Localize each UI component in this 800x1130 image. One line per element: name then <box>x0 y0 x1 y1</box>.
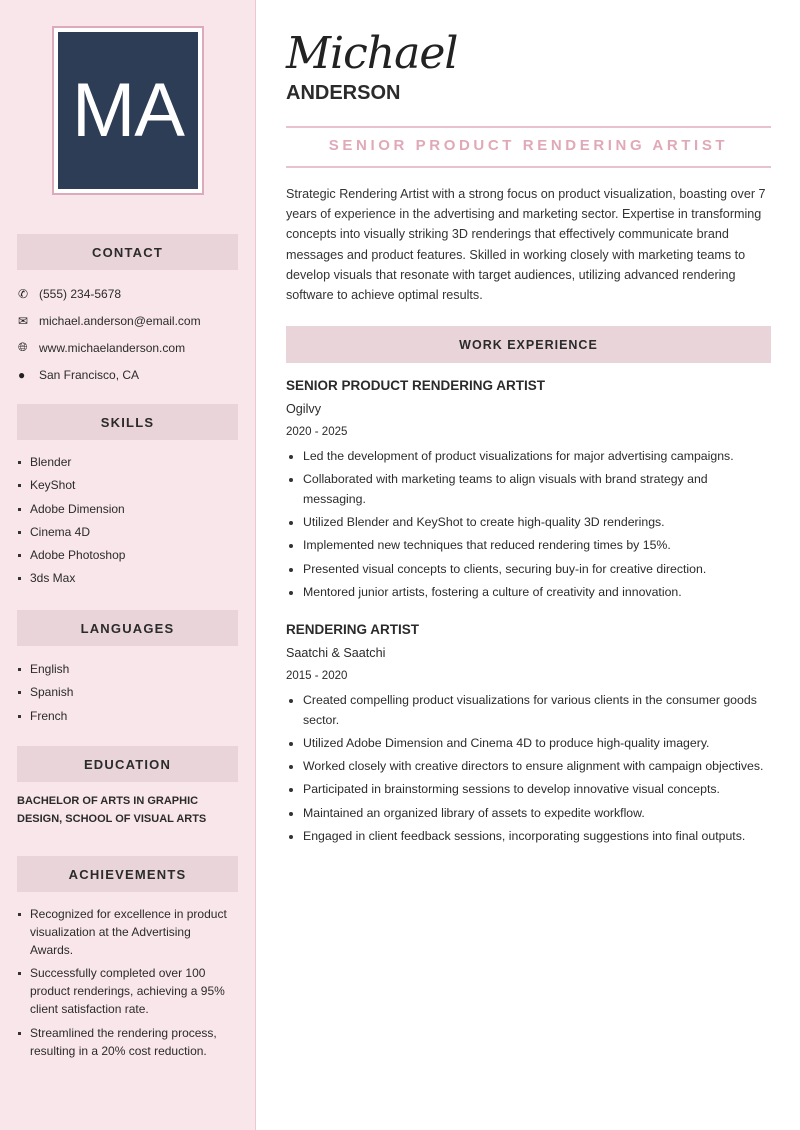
job-dates: 2015 - 2020 <box>286 670 348 682</box>
first-name: Michael <box>286 28 458 79</box>
job-bullet: Utilized Blender and KeyShot to create high-quality 3D renderings. <box>286 513 771 533</box>
contact-heading: CONTACT <box>17 234 238 270</box>
education-heading: EDUCATION <box>17 746 238 782</box>
job-entry <box>286 377 771 606</box>
languages-list <box>18 660 73 730</box>
job-bullet: Mentored junior artists, fostering a culture of creativity and innovation. <box>286 583 771 603</box>
job-bullet: Led the development of product visualizations for major advertising campaigns. <box>286 447 771 467</box>
job-position: RENDERING ARTIST <box>286 622 420 637</box>
sidebar <box>0 0 256 1130</box>
job-bullet: Implemented new techniques that reduced rendering times by 15%. <box>286 536 771 556</box>
languages-heading: LANGUAGES <box>17 610 238 646</box>
job-dates: 2020 - 2025 <box>286 426 348 438</box>
education-entry: BACHELOR OF ARTS IN GRAPHIC DESIGN, SCHOOL OF VISUAL ARTS <box>17 795 207 825</box>
work-experience-heading: WORK EXPERIENCE <box>286 326 771 363</box>
skill-item: Adobe Photoshop <box>18 546 125 564</box>
achievements-list <box>18 905 233 1065</box>
contact-list <box>18 280 201 388</box>
contact-phone <box>18 280 201 307</box>
globe-icon: 🌐︎ <box>18 340 28 354</box>
job-bullet: Worked closely with creative directors to ensure alignment with campaign objectives. <box>286 757 771 777</box>
phone-icon: ✆ <box>18 286 29 301</box>
job-title: SENIOR PRODUCT RENDERING ARTIST <box>328 137 729 154</box>
phone-text: (555) 234-5678 <box>39 286 122 301</box>
job-bullet: Participated in brainstorming sessions to develop innovative visual concepts. <box>286 780 771 800</box>
job-bullets <box>286 447 771 602</box>
divider <box>286 166 771 168</box>
achievement-item: Successfully completed over 100 product renderings, achieving a 95% client satisfaction rate. <box>18 964 233 1018</box>
last-name: ANDERSON <box>286 82 401 104</box>
monogram-initials: MA <box>58 32 198 189</box>
skill-item: 3ds Max <box>18 569 125 587</box>
language-item: French <box>18 707 73 725</box>
job-bullet: Collaborated with marketing teams to align visuals with brand strategy and messaging. <box>286 470 771 509</box>
monogram-logo <box>52 26 204 195</box>
mail-icon: ✉ <box>18 313 29 328</box>
contact-website[interactable] <box>18 334 201 361</box>
language-item: English <box>18 660 73 678</box>
job-bullet: Utilized Adobe Dimension and Cinema 4D to produce high-quality imagery. <box>286 734 771 754</box>
job-entry <box>286 621 771 850</box>
job-company: Saatchi & Saatchi <box>286 646 386 660</box>
job-bullet: Created compelling product visualizations for various clients in the consumer goods sector. <box>286 691 771 730</box>
summary: Strategic Rendering Artist with a strong focus on product visualization, boasting over 7 years of experience in the advertising and marketing sector. Expertise in transforming concepts into visually striking 3D renderings that effectively communicate brand messages and product features. Skilled in working closely with marketing teams to develop visuals that resonate with target audiences, utilizing advanced rendering software to achieve optimal results. <box>286 187 766 303</box>
location-pin-icon: ● <box>18 367 26 382</box>
job-position: SENIOR PRODUCT RENDERING ARTIST <box>286 378 546 393</box>
skills-list <box>18 453 125 593</box>
job-bullets <box>286 691 771 846</box>
language-item: Spanish <box>18 683 73 701</box>
achievement-item: Recognized for excellence in product visualization at the Advertising Awards. <box>18 905 233 959</box>
job-bullet: Maintained an organized library of assets to expedite workflow. <box>286 804 771 824</box>
contact-email[interactable] <box>18 307 201 334</box>
location-text: San Francisco, CA <box>39 367 140 382</box>
job-bullet: Presented visual concepts to clients, securing buy-in for creative direction. <box>286 560 771 580</box>
website-text[interactable]: www.michaelanderson.com <box>39 340 186 355</box>
email-text[interactable]: michael.anderson@email.com <box>39 313 201 328</box>
skill-item: Blender <box>18 453 125 471</box>
skill-item: Cinema 4D <box>18 523 125 541</box>
job-bullet: Engaged in client feedback sessions, incorporating suggestions into final outputs. <box>286 827 771 847</box>
divider <box>286 126 771 128</box>
contact-location <box>18 361 201 388</box>
skill-item: KeyShot <box>18 476 125 494</box>
achievement-item: Streamlined the rendering process, resulting in a 20% cost reduction. <box>18 1024 233 1060</box>
skills-heading: SKILLS <box>17 404 238 440</box>
skill-item: Adobe Dimension <box>18 500 125 518</box>
job-company: Ogilvy <box>286 402 321 416</box>
achievements-heading: ACHIEVEMENTS <box>17 856 238 892</box>
